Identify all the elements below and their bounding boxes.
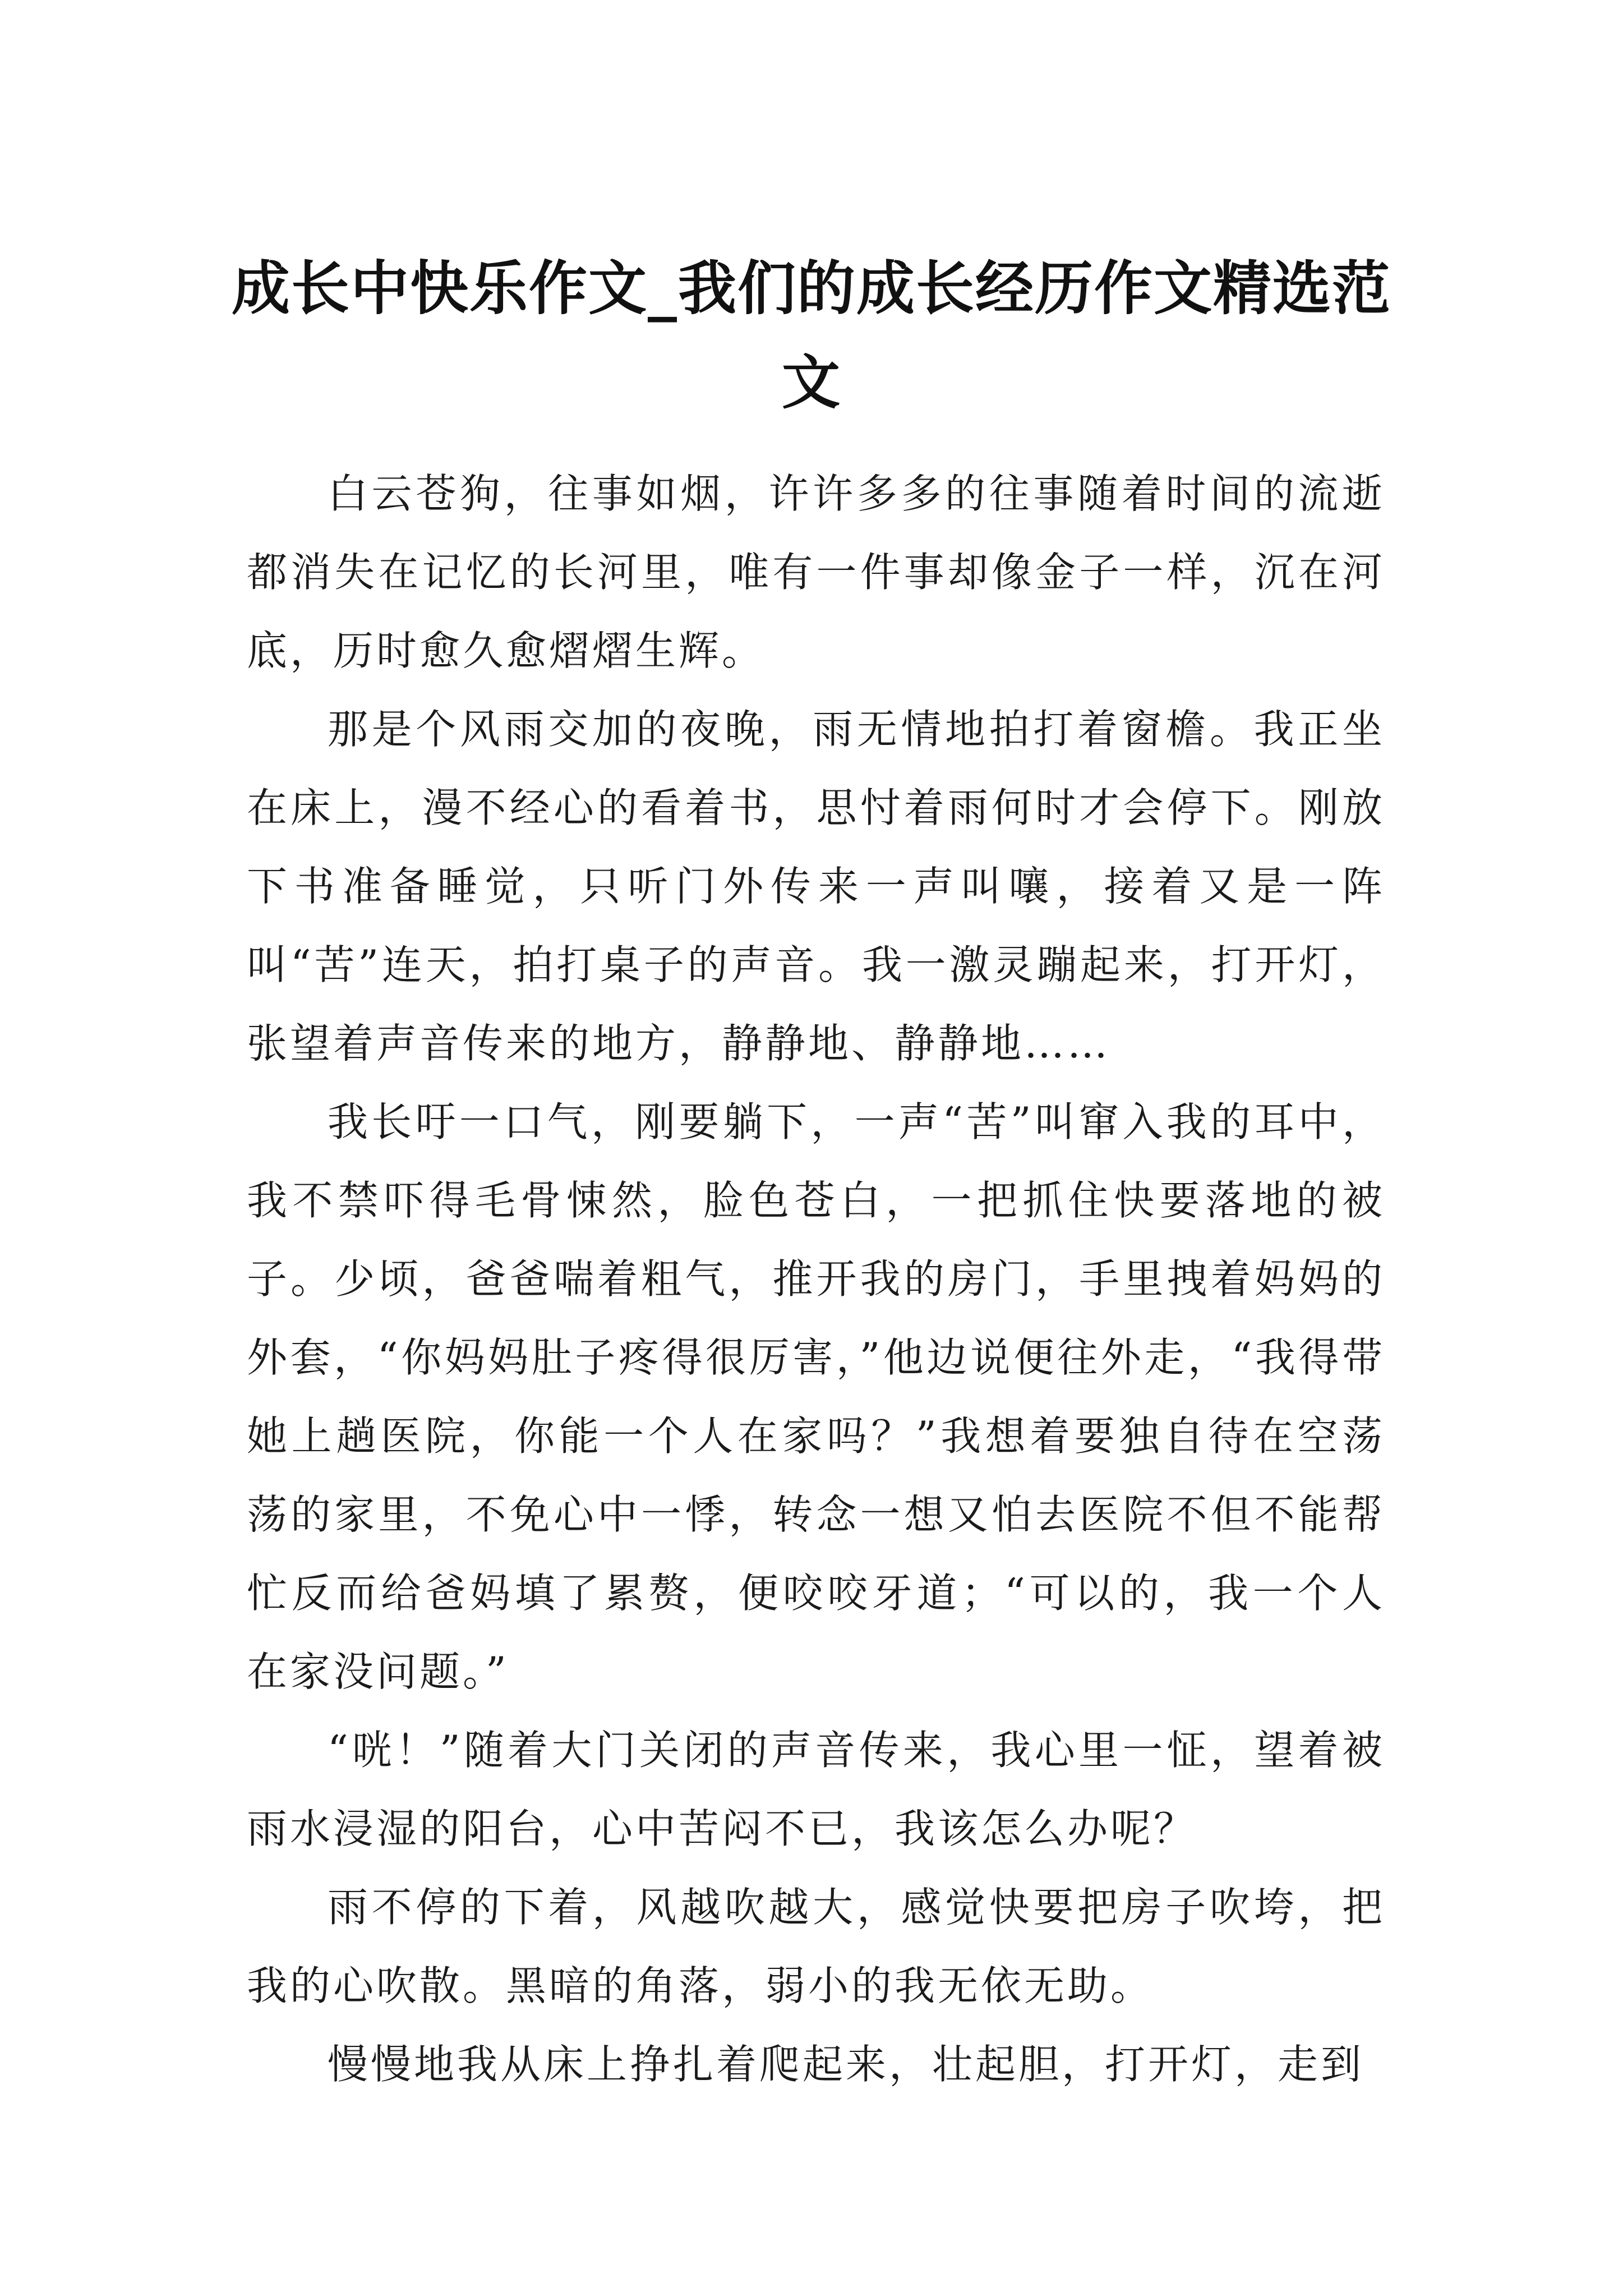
- paragraph: “咣！”随着大门关闭的声音传来，我心里一怔，望着被雨水浸湿的阳台，心中苦闷不已，我该怎么办呢？: [247, 1727, 1385, 1852]
- paragraph: 雨不停的下着，风越吹越大，感觉快要把房子吹垮，把我的心吹散。黑暗的角落，弱小的我无依无助。: [247, 1884, 1385, 2009]
- paragraph: 我长吁一口气，刚要躺下，一声“苦”叫窜入我的耳中，我不禁吓得毛骨悚然，脸色苍白，一把抓住快要落地的被子。少顷，爸爸喘着粗气，推开我的房门，手里拽着妈妈的外套，“你妈妈肚子疼得很厉害，”他边说便往外走，“我得带她上趟医院，你能一个人在家吗？”我想着要独自待在空荡荡的家里，不免心中一悸，转念一想又怕去医院不但不能帮忙反而给爸妈填了累赘，便咬咬牙道；“可以的，我一个人在家没问题。”: [247, 1098, 1385, 1695]
- paragraph: 白云苍狗，往事如烟，许许多多的往事随着时间的流逝都消失在记忆的长河里，唯有一件事却像金子一样，沉在河底，历时愈久愈熠熠生辉。: [247, 470, 1385, 674]
- paragraph: 慢慢地我从床上挣扎着爬起来，壮起胆，打开灯，走到: [328, 2041, 1364, 2088]
- document-body: [247, 454, 1385, 2104]
- document-title: 成长中快乐作文_我们的成长经历作文精选范文: [231, 254, 1391, 417]
- paragraph: 那是个风雨交加的夜晚，雨无情地拍打着窗檐。我正坐在床上，漫不经心的看着书，思忖着雨何时才会停下。刚放下书准备睡觉，只听门外传来一声叫嚷，接着又是一阵叫“苦”连天，拍打桌子的声音。我一激灵蹦起来，打开灯，张望着声音传来的地方，静静地、静静地……: [247, 706, 1385, 1067]
